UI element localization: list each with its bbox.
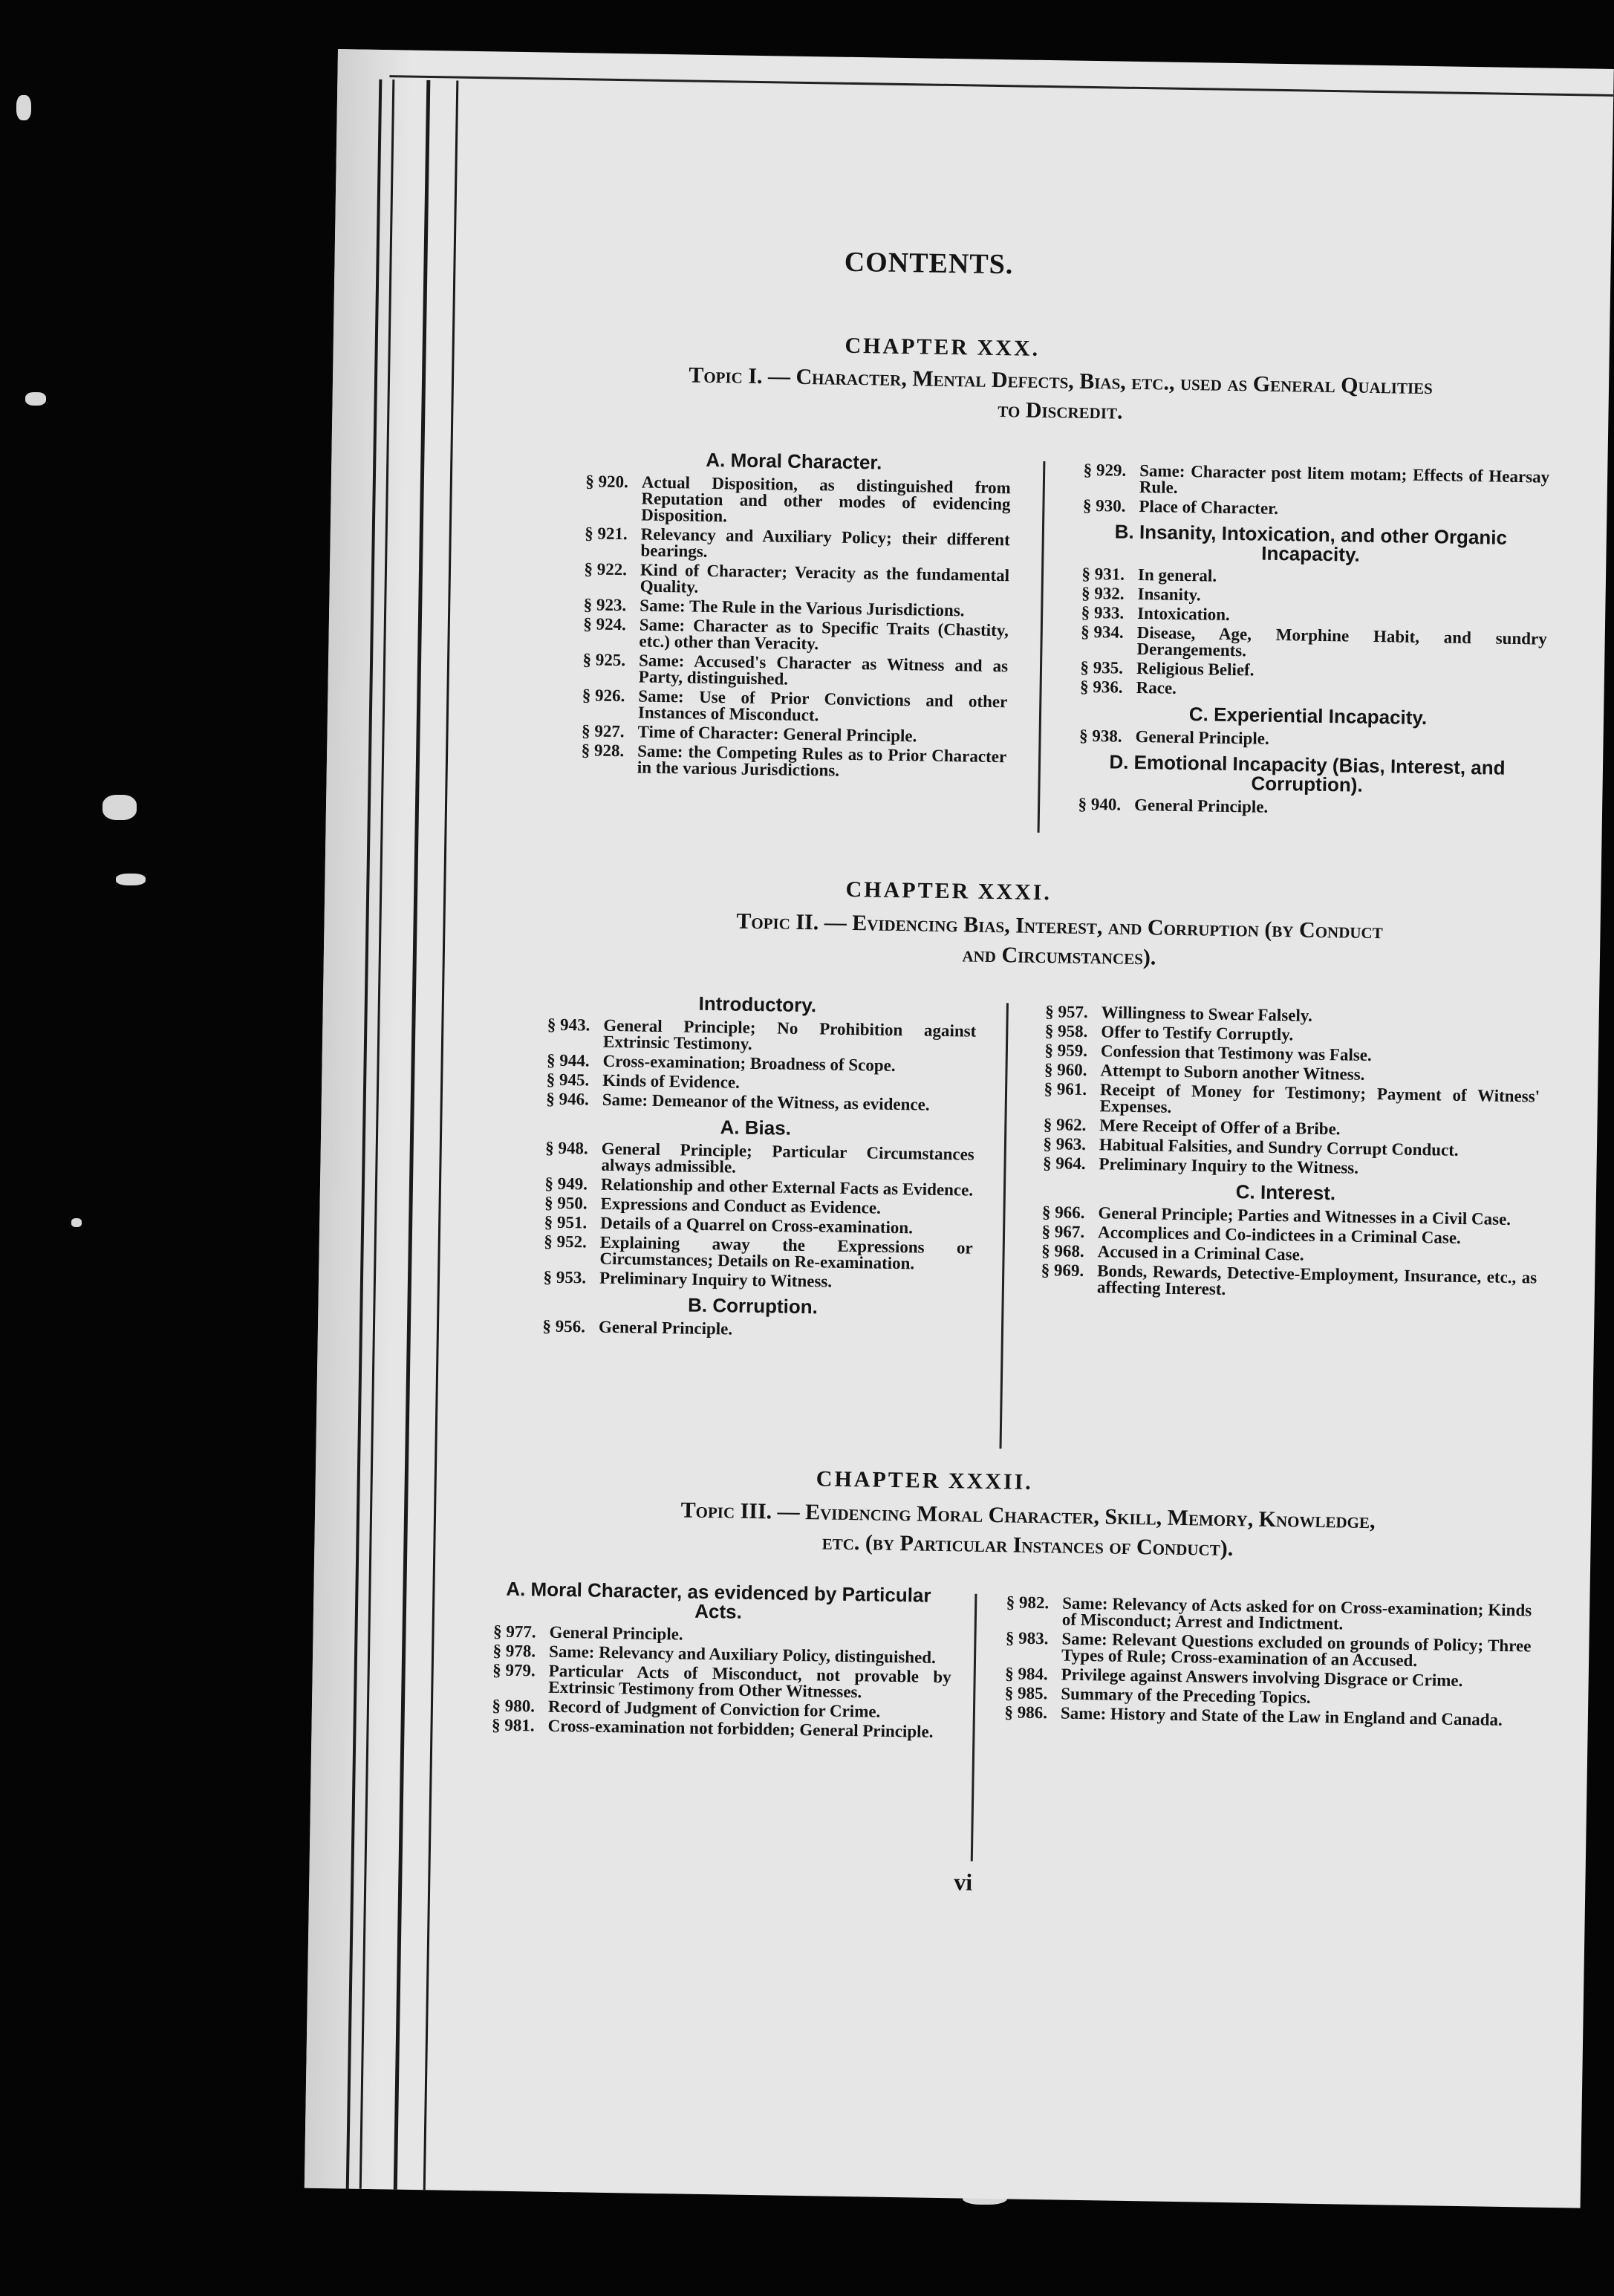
section-title: General Principle.: [1135, 726, 1269, 748]
toc-entry: [1070, 728, 1545, 752]
section-number: § 945.: [546, 1070, 590, 1090]
section-number: § 948.: [545, 1138, 588, 1158]
section-number: § 940.: [1078, 794, 1122, 814]
toc-entry: [1032, 1262, 1537, 1303]
section-title: Same: History and State of the Law in England and Canada.: [1060, 1703, 1503, 1729]
section-title: Particular Acts of Misconduct, not provable by Extrinsic Testimony from Other Witnesses.: [548, 1661, 951, 1702]
section-title: Actual Disposition, as distinguished from Reputation and other modes of evidencing Disposition.: [641, 472, 1012, 526]
scan-speck: [25, 392, 46, 406]
section-title: Record of Judgment of Conviction for Crime.: [547, 1697, 881, 1721]
toc-column-right: [1069, 462, 1549, 823]
section-number: § 982.: [1006, 1593, 1050, 1613]
section-title: Offer to Testify Corruptly.: [1101, 1022, 1294, 1044]
toc-entry: [573, 651, 1009, 691]
topic-heading-line: and Circumstances).: [962, 942, 1156, 970]
column-divider: [971, 1594, 977, 1861]
section-number: § 927.: [581, 721, 625, 741]
toc-entry: [537, 1090, 975, 1113]
toc-column-right: [1032, 1004, 1541, 1306]
toc-entry: [573, 687, 1008, 726]
section-title: Time of Character: General Principle.: [637, 722, 917, 746]
section-number: § 930.: [1082, 495, 1126, 516]
section-number: § 929.: [1083, 460, 1127, 480]
top-border-rule: [389, 75, 1613, 97]
toc-entry: [1074, 462, 1550, 502]
toc-entry: [1035, 1081, 1540, 1122]
section-title: Receipt of Money for Testimony; Payment of Witness' Expenses.: [1099, 1080, 1540, 1116]
section-number: § 961.: [1044, 1079, 1087, 1099]
section-number: § 983.: [1005, 1628, 1049, 1648]
toc-entry: [483, 1662, 951, 1702]
section-subheading: A. Moral Character.: [706, 448, 882, 474]
toc-entry: [1071, 624, 1547, 664]
section-number: § 933.: [1081, 602, 1125, 622]
toc-entry: [536, 1139, 974, 1179]
section-title: Cross-examination not forbidden; General Principle.: [547, 1716, 934, 1741]
section-number: § 978.: [492, 1641, 536, 1661]
section-subheading: C. Interest.: [1235, 1180, 1336, 1205]
section-title: General Principle.: [549, 1622, 683, 1644]
section-number: § 977.: [492, 1622, 536, 1642]
section-title: Kinds of Evidence.: [602, 1070, 741, 1092]
toc-entry: [538, 1016, 977, 1056]
section-number: § 986.: [1004, 1703, 1048, 1723]
section-number: § 932.: [1081, 583, 1125, 603]
section-number: § 944.: [546, 1050, 590, 1070]
chapter-heading: CHAPTER XXXI.: [845, 877, 1052, 905]
section-title: Place of Character.: [1139, 497, 1279, 518]
section-subheading: A. Moral Character, as evidenced by Particular Acts.: [506, 1577, 931, 1623]
section-number: § 934.: [1081, 622, 1124, 642]
section-title: Details of a Quarrel on Cross-examination.: [600, 1213, 914, 1238]
topic-heading: [555, 359, 1566, 434]
section-number: § 953.: [543, 1267, 587, 1287]
section-number: § 966.: [1041, 1203, 1085, 1222]
section-number: § 928.: [581, 741, 625, 761]
section-title: Accused in a Criminal Case.: [1097, 1242, 1304, 1264]
section-number: § 979.: [492, 1660, 536, 1680]
section-title: Religious Belief.: [1136, 658, 1255, 680]
section-title: General Principle; Parties and Witnesses in a Civil Case.: [1098, 1203, 1512, 1229]
page-edge-shadow: [305, 49, 412, 2189]
section-number: § 936.: [1079, 677, 1123, 697]
section-title: Same: Character as to Specific Traits (Chastity, etc.) other than Veracity.: [639, 615, 1009, 654]
column-divider: [1038, 461, 1046, 833]
section-number: § 957.: [1045, 1002, 1088, 1022]
section-number: § 935.: [1080, 657, 1124, 677]
section-title: Explaining away the Expressions or Circumstances; Details on Re-examination.: [599, 1232, 973, 1273]
scan-speck: [71, 1218, 82, 1227]
toc-entry: [572, 742, 1007, 781]
section-title: Insanity.: [1137, 585, 1201, 605]
section-subheading: B. Corruption.: [687, 1293, 819, 1318]
section-number: § 920.: [585, 472, 629, 492]
left-border-rule: [423, 81, 459, 2191]
section-number: § 938.: [1078, 726, 1122, 746]
section-title: Attempt to Suborn another Witness.: [1100, 1061, 1365, 1084]
topic-heading-line: Topic I. — Character, Mental Defects, Bias, etc., used as General Qualities: [689, 362, 1434, 400]
section-number: § 985.: [1004, 1683, 1048, 1703]
section-number: § 951.: [544, 1212, 588, 1232]
toc-entry: [482, 1717, 950, 1740]
section-title: Confession that Testimony was False.: [1100, 1041, 1372, 1065]
toc-entry: [573, 616, 1009, 655]
toc-entry: [534, 1233, 973, 1272]
topic-heading-line: Topic III. — Evidencing Moral Character, Skill, Memory, Knowledge,: [680, 1497, 1376, 1534]
section-title: Intoxication.: [1137, 603, 1230, 624]
section-number: § 946.: [546, 1089, 590, 1109]
section-number: § 926.: [582, 686, 625, 706]
toc-column-left: [572, 440, 1012, 784]
section-number: § 963.: [1043, 1134, 1087, 1154]
section-title: Same: Demeanor of the Witness, as evidence.: [602, 1090, 930, 1114]
section-number: § 960.: [1044, 1060, 1087, 1080]
section-subheading: D. Emotional Incapacity (Bias, Interest, and Corruption).: [1109, 750, 1506, 796]
page-title: CONTENTS.: [844, 246, 1014, 281]
toc-entry: [575, 561, 1010, 600]
page-number: vi: [954, 1868, 973, 1896]
section-subheading: Introductory.: [698, 992, 817, 1017]
section-number: § 922.: [584, 559, 628, 579]
chapter-heading: CHAPTER XXX.: [845, 333, 1041, 361]
section-title: Same: Relevant Questions excluded on grounds of Policy; Three Types of Rule; Cross-examination of an Accused.: [1061, 1629, 1532, 1671]
section-number: § 924.: [583, 614, 627, 634]
scan-speck: [102, 795, 137, 820]
section-number: § 921.: [585, 524, 628, 544]
section-number: § 950.: [544, 1193, 588, 1213]
section-title: Expressions and Conduct as Evidence.: [600, 1194, 882, 1217]
topic-heading-line: etc. (by Particular Instances of Conduct).: [821, 1529, 1234, 1561]
section-title: Mere Receipt of Offer of a Bribe.: [1099, 1116, 1341, 1139]
toc-entry: [1073, 495, 1549, 521]
toc-entry: [1069, 796, 1544, 820]
section-number: § 959.: [1044, 1041, 1088, 1061]
section-number: § 949.: [544, 1174, 588, 1194]
section-title: General Principle.: [1133, 795, 1269, 816]
section-title: Privilege against Answers involving Disgrace or Crime.: [1061, 1665, 1463, 1691]
section-title: Bonds, Rewards, Detective-Employment, Insurance, etc., as affecting Interest.: [1096, 1261, 1537, 1298]
section-number: § 943.: [547, 1015, 590, 1035]
scan-speck: [116, 874, 146, 885]
section-title: Same: The Rule in the Various Jurisdictions.: [640, 596, 965, 620]
section-title: Relationship and other External Facts as Evidence.: [600, 1174, 974, 1200]
section-title: Habitual Falsities, and Sundry Corrupt Conduct.: [1099, 1135, 1459, 1160]
section-number: § 969.: [1041, 1261, 1084, 1280]
section-number: § 981.: [491, 1715, 535, 1735]
section-number: § 968.: [1041, 1241, 1084, 1261]
topic-heading: [576, 904, 1543, 978]
toc-entry: [1070, 679, 1546, 703]
toc-column-left: [482, 1571, 952, 1743]
section-number: § 956.: [542, 1316, 586, 1336]
section-title: Same: Relevancy and Auxiliary Policy, distinguished.: [548, 1642, 937, 1667]
section-number: § 925.: [582, 650, 626, 670]
section-title: Accomplices and Co-indictees in a Criminal Case.: [1097, 1223, 1461, 1247]
scan-speck: [16, 95, 31, 120]
section-title: Kind of Character; Veracity as the fundamental Quality.: [640, 560, 1010, 596]
topic-heading-line: Topic II. — Evidencing Bias, Interest, and Corruption (by Conduct: [736, 908, 1383, 944]
section-subheading: A. Bias.: [720, 1116, 792, 1139]
topic-heading: [537, 1493, 1518, 1568]
section-number: § 967.: [1041, 1222, 1085, 1241]
section-title: Relevancy and Auxiliary Policy; their different bearings.: [640, 524, 1010, 561]
section-title: Summary of the Preceding Topics.: [1061, 1684, 1311, 1707]
topic-heading-line: to Discredit.: [998, 397, 1123, 424]
section-title: Same: the Competing Rules as to Prior Character in the various Jurisdictions.: [637, 741, 1007, 780]
section-title: Disease, Age, Morphine Habit, and sundry Derangements.: [1136, 622, 1547, 660]
section-number: § 931.: [1081, 564, 1125, 584]
section-title: Cross-examination; Broadness of Scope.: [602, 1051, 896, 1075]
section-title: General Principle.: [598, 1317, 733, 1339]
section-title: Willingness to Swear Falsely.: [1101, 1003, 1313, 1025]
toc-entry: [575, 525, 1010, 565]
toc-entry: [576, 473, 1011, 529]
section-title: Same: Accused's Character as Witness and as Party, distinguished.: [638, 651, 1009, 689]
section-title: General Principle; Particular Circumstances always admissible.: [601, 1139, 974, 1177]
section-title: Race.: [1136, 677, 1177, 697]
section-number: § 964.: [1042, 1154, 1086, 1173]
toc-column-left: [533, 983, 977, 1344]
chapter-heading: CHAPTER XXXII.: [816, 1466, 1034, 1495]
section-title: Preliminary Inquiry to Witness.: [599, 1268, 833, 1291]
scanned-page: [305, 49, 1614, 2208]
section-title: Same: Use of Prior Convictions and other Instances of Misconduct.: [637, 686, 1008, 725]
section-title: Preliminary Inquiry to the Witness.: [1099, 1154, 1359, 1177]
section-title: Same: Relevancy of Acts asked for on Cross-examination; Kinds of Misconduct; Arrest and Indictment.: [1061, 1593, 1532, 1633]
section-subheading: C. Experiential Incapacity.: [1188, 703, 1428, 729]
section-number: § 984.: [1005, 1664, 1048, 1684]
section-title: In general.: [1137, 565, 1217, 585]
section-title: Same: Character post litem motam; Effects of Hearsay Rule.: [1139, 461, 1550, 497]
column-divider: [1000, 1003, 1009, 1448]
section-number: § 980.: [492, 1696, 536, 1716]
section-number: § 962.: [1043, 1115, 1087, 1135]
section-subheading: B. Insanity, Intoxication, and other Organic Incapacity.: [1114, 520, 1508, 566]
section-number: § 958.: [1044, 1021, 1088, 1041]
toc-column-right: [995, 1594, 1532, 1731]
section-title: General Principle; No Prohibition against Extrinsic Testimony.: [602, 1015, 977, 1053]
section-number: § 923.: [583, 595, 627, 615]
toc-entry: [533, 1318, 972, 1341]
section-number: § 952.: [544, 1232, 588, 1252]
